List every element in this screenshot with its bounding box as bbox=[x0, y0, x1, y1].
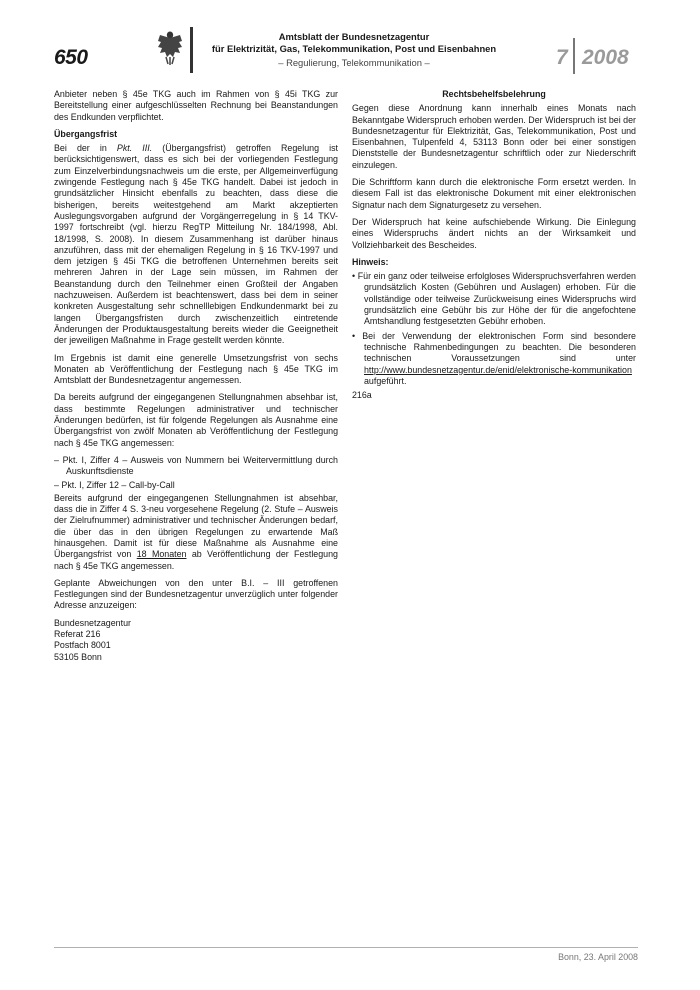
enid-link[interactable]: http://www.bundesnetzagentur.de/enid/elektronische-kommunikation bbox=[364, 364, 632, 375]
journal-title-line2: für Elektrizität, Gas, Telekommunikation, Post und Eisenbahnen bbox=[211, 43, 497, 54]
list-item: – Pkt. I, Ziffer 4 – Ausweis von Nummern bei Weitervermittlung durch Auskunftsdienste bbox=[54, 454, 338, 477]
address-line: 53105 Bonn bbox=[54, 651, 102, 662]
address-line: Postfach 8001 bbox=[54, 640, 111, 651]
page-number: 650 bbox=[54, 46, 88, 69]
address-line: Referat 216 bbox=[54, 629, 101, 640]
address-line: Bundesnetzagentur bbox=[54, 617, 131, 628]
journal-title-line1: Amtsblatt der Bundesnetzagentur bbox=[278, 31, 430, 42]
section-heading-uebergangsfrist: Übergangsfrist bbox=[54, 128, 118, 139]
paragraph-zielrufnummer: Bereits aufgrund der eingegangenen Stellungnahmen ist absehbar, dass die in Ziffer 4 S. 3-neu vorgesehene Regelung (2. Stufe – Ausweis der Zielrufnummer) administrativer und technischer Änderungen bedarf, die über das in den übrigen Regelungen zu erwartende Maß hinausgehen. Damit ist für diese Maßnahme als Ausnahme eine Übergangsfrist von 18 Monaten ab Veröffentlichung der Festlegung nach § 45e TKG angemessen. bbox=[54, 492, 338, 571]
paragraph-ausnahme: Da bereits aufgrund der eingegangenen Stellungnahmen absehbar ist, dass bestimmte Regelungen administrativer und technischer Änderungen bedürfen, ist für folgende Regelungen als Ausnahme eine Übergangsfrist von zwölf Monaten ab Veröffentlichung der Festlegung nach § 45e TKG angemessen: bbox=[54, 392, 338, 448]
intro-paragraph: Anbieter neben § 45e TKG auch im Rahmen von § 45i TKG zur Bereitstellung einer aufgeschlüsselten Rechnung bei Beanstandungen des Endkunden verpflichtet. bbox=[54, 89, 338, 122]
list-item: • Für ein ganz oder teilweise erfolgloses Widerspruchsverfahren werden grundsätzlich Kosten (Gebühren und Auslagen) erhoben. Für die vollständige oder teilweise Zurückweisung eines Widerspruchs wird grundsätzlich eine Gebühr bis zur Höhe der für die angefochtene Amtshandlung festgesetzten Gebühr erhoben. bbox=[352, 271, 636, 327]
issue-year: 2008 bbox=[582, 46, 629, 69]
issue-number: 7 bbox=[556, 46, 568, 69]
issue-divider bbox=[573, 38, 575, 74]
journal-subtitle: – Regulierung, Telekommunikation – bbox=[278, 57, 430, 68]
address-block bbox=[54, 618, 338, 663]
section-heading-rechtsbehelf: Rechtsbehelfsbelehrung bbox=[442, 89, 546, 99]
list-item: – Pkt. I, Ziffer 12 – Call-by-Call bbox=[54, 479, 175, 490]
right-column bbox=[352, 89, 636, 407]
header-divider bbox=[190, 27, 193, 73]
paragraph-ergebnis: Im Ergebnis ist damit eine generelle Umsetzungsfrist von sechs Monaten ab Veröffentlichung der Festlegung nach § 45e TKG im Amtsblatt der Bundesnetzagentur angemessen. bbox=[54, 352, 338, 386]
footer-date: Bonn, 23. April 2008 bbox=[558, 952, 638, 962]
list-item: • Bei der Verwendung der elektronischen Form sind besondere technische Rahmenbedingungen zu beachten. Die besonderen technischen Voraussetzungen sind unter http://www.bundesnetzagentur.de/enid/elektronische-kommunikation aufgeführt. bbox=[352, 330, 636, 386]
paragraph-schriftform: Die Schriftform kann durch die elektronische Form ersetzt werden. In diesem Fall ist das elektronische Dokument mit einer elektronischen Signatur nach dem Signaturgesetz zu versehen. bbox=[352, 177, 636, 210]
hint-heading: Hinweis: bbox=[352, 256, 389, 267]
paragraph-abweichungen: Geplante Abweichungen von den unter B.I. – III getroffenen Festlegungen sind der Bundesnetzagentur unverzüglich unter folgender Adresse anzuzeigen: bbox=[54, 577, 338, 611]
reference-code: 216a bbox=[352, 390, 372, 401]
paragraph-wirkung: Der Widerspruch hat keine aufschiebende Wirkung. Die Einlegung eines Widerspruchs ändert nichts an der Wirksamkeit und Vollziehbarkeit des Bescheides. bbox=[352, 216, 636, 250]
federal-eagle-icon bbox=[157, 29, 183, 67]
footer-divider bbox=[54, 947, 638, 948]
left-column bbox=[54, 89, 338, 663]
paragraph-widerspruch: Gegen diese Anordnung kann innerhalb eines Monats nach Bekanntgabe Widerspruch erhoben werden. Der Widerspruch ist bei der Bundesnetzagentur für Elektrizität, Gas, Telekommunikation, Post und Eisenbahnen, Tulpenfeld 4, 53113 Bonn oder bei einer sonstigen Dienststelle der Bundesnetzagentur schriftlich oder zur Niederschrift einzulegen. bbox=[352, 103, 636, 170]
paragraph-regelung: Bei der in Pkt. III. (Übergangsfrist) getroffen Regelung ist berücksichtigenswert, dass es sich bei der vorliegenden Festlegung zum Einzelverbindungsnachweis um die erste, per Allgemeinverfügung zwingende Festlegung nach § 45e TKG handelt. Dabei ist jedoch in grundsätzlicher Hinsicht ebenfalls zu beachten, dass diese die bisherigen, bereits weitestgehend am Markt akzeptierten Auslegungsvorgaben aufgrund der Vorgängerregelung in § 14 TKV-1997 fortschreibt (vgl. hierzu RegTP Mitteilung Nr. 184/1998, Abl. 18/1998, S. 2008). In diesem Zusammenhang ist darüber hinaus anzuführen, dass mit der ehemaligen Regelung in § 16 TKV-1997 und dem jetzigen § 45i TKG die betroffenen Unternehmen bereits seit mehreren Jahren in der Lage sein müssen, im Rahmen der Beanstandung durch den Teilnehmer einen Großteil der Angaben nachzuweisen. Außerdem ist beachtenswert, dass bei dem in seiner konkreten Ausgestaltung sehr schnelllebigen Endkundenmarkt bei zu langen Übergangsfristen durch zwischenzeitlich eintretende Änderungen der Produktausgestaltung bereits wieder die Geeignetheit der jeweiligen Maßnahme in Frage gestellt werden könnte. bbox=[54, 143, 338, 346]
